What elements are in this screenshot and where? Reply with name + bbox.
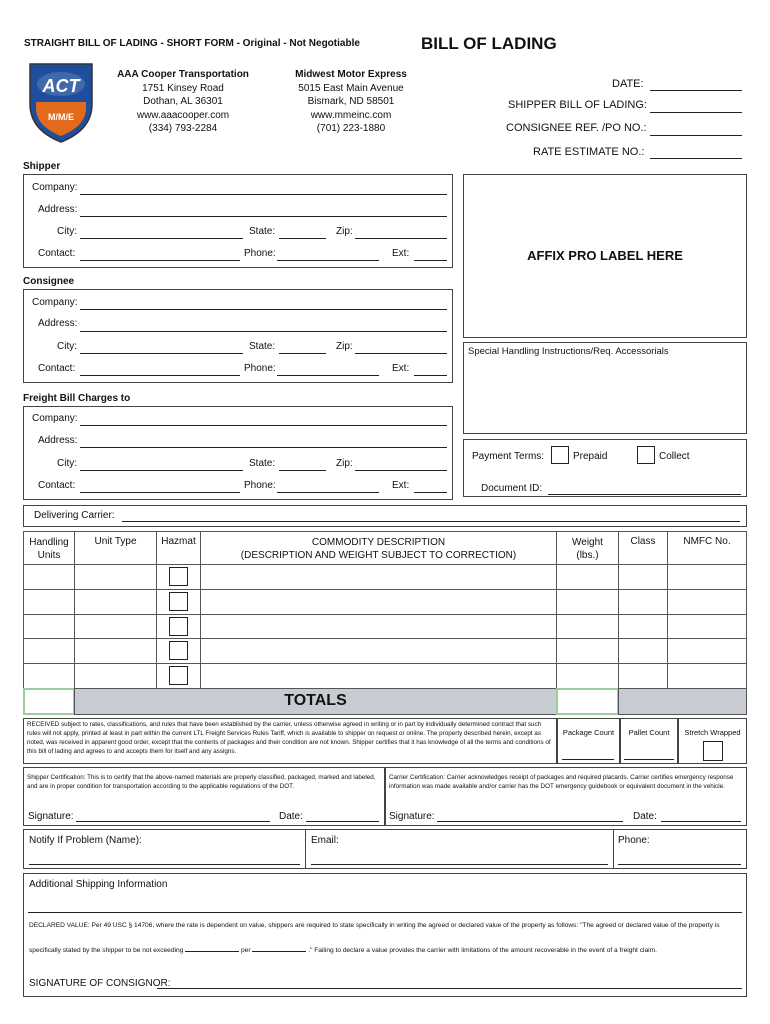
shipper-phone-field[interactable] bbox=[277, 260, 379, 261]
freight-state-label: State: bbox=[249, 458, 276, 469]
freight-ext-field[interactable] bbox=[414, 492, 447, 493]
freight-city-label: City: bbox=[57, 458, 77, 469]
shipper-state-field[interactable] bbox=[279, 238, 326, 239]
carrier-phone: (701) 223-1880 bbox=[316, 123, 386, 134]
delivering-carrier-box bbox=[23, 505, 747, 527]
shipper-city-field[interactable] bbox=[80, 238, 243, 239]
shipper-zip-field[interactable] bbox=[355, 238, 447, 239]
shipper-heading: Shipper bbox=[23, 161, 61, 172]
consignee-contact-field[interactable] bbox=[80, 375, 240, 376]
unit-type-text: Unit Type bbox=[94, 536, 137, 547]
handling-units-cell[interactable] bbox=[23, 663, 75, 689]
class-cell[interactable] bbox=[618, 663, 668, 689]
consignee-zip-label: Zip: bbox=[336, 341, 353, 352]
commodity-header bbox=[200, 531, 557, 565]
form-type: STRAIGHT BILL OF LADING - SHORT FORM - Original - Not Negotiable bbox=[24, 38, 360, 49]
total-handling-units[interactable] bbox=[23, 688, 75, 715]
unit-type-cell[interactable] bbox=[74, 589, 157, 615]
weight-title: Weight bbox=[572, 537, 603, 548]
delivering-carrier-field[interactable] bbox=[122, 521, 740, 522]
totals-cell bbox=[74, 688, 557, 715]
commodity-subtitle: (DESCRIPTION AND WEIGHT SUBJECT TO CORRECTION) bbox=[240, 550, 517, 561]
shipper-ext-label: Ext: bbox=[392, 248, 410, 259]
carrier-signature-label: Signature: bbox=[389, 811, 435, 822]
carrier-street: 1751 Kinsey Road bbox=[142, 82, 224, 94]
freight-bill-box bbox=[23, 406, 453, 500]
nmfc-cell[interactable] bbox=[667, 663, 747, 689]
special-handling-label: Special Handling Instructions/Req. Accessorials bbox=[468, 346, 669, 357]
stretch-wrapped-checkbox[interactable] bbox=[703, 741, 723, 761]
shipper-box bbox=[23, 174, 453, 268]
carrier-web: www.aaacooper.com bbox=[136, 109, 230, 121]
package-count-box bbox=[557, 718, 620, 764]
received-text: RECEIVED subject to rates, classifications, and rules that have been established by the carrier, unless otherwise agreed in writing or in part by individually determined contract that such rules will not apply, printed at least in part within the current LTL Freight Services Rules Tariff, which is available to shipper on request or online. The property described herein, except as noted, was received in apparent good order, except that the contents of packages and their condition are not known. Shipper certifies that it has knowledge of all the terms and conditions of this bill of lading and agrees to and accepts them for itself and any assigns. bbox=[27, 721, 551, 755]
weight-cell[interactable] bbox=[556, 638, 619, 664]
hazmat-text: Hazmat bbox=[161, 536, 196, 547]
shipper-bol-label: SHIPPER BILL OF LADING: bbox=[508, 99, 647, 111]
weight-text bbox=[557, 536, 618, 562]
unit-type-cell[interactable] bbox=[74, 564, 157, 590]
rate-estimate-field[interactable] bbox=[650, 158, 742, 159]
class-text: Class bbox=[630, 536, 656, 547]
weight-cell[interactable] bbox=[556, 589, 619, 615]
nmfc-header bbox=[667, 531, 747, 565]
declared-amount-field[interactable] bbox=[185, 951, 239, 952]
carrier-city: Dothan, AL 36301 bbox=[143, 96, 223, 107]
consignee-address-label: Address: bbox=[38, 318, 78, 329]
shipper-address-field[interactable] bbox=[80, 216, 447, 217]
unit-type-cell[interactable] bbox=[74, 663, 157, 689]
shipper-cert-text: Shipper Certification: This is to certify that the above-named materials are properly classified, packaged, marked and labeled, and are in proper condition for transportation according to the applicable regulations of the DOT. bbox=[27, 774, 376, 790]
consignor-signature-field[interactable] bbox=[157, 988, 742, 989]
handling-units-header bbox=[23, 531, 75, 565]
email-label: Email: bbox=[311, 835, 339, 846]
nmfc-text: NMFC No. bbox=[683, 536, 731, 547]
document-id-label: Document ID: bbox=[481, 483, 543, 494]
freight-bill-heading: Freight Bill Charges to bbox=[23, 393, 131, 404]
shipper-contact-label: Contact: bbox=[38, 248, 76, 259]
handling-units-text: Handling Units bbox=[29, 537, 69, 561]
freight-address-label: Address: bbox=[38, 435, 78, 446]
nmfc-cell[interactable] bbox=[667, 564, 747, 590]
company-logo bbox=[24, 58, 98, 144]
hazmat-checkbox[interactable] bbox=[169, 567, 188, 586]
carrier-mme bbox=[276, 68, 426, 136]
declared-value-text: DECLARED VALUE: Per 49 USC § 14706, where the rate is dependent on value, shippers are required to state specifically in writing the agreed or declared value of the property as follows: "The agreed or declared value of the property is bbox=[29, 922, 720, 929]
nmfc-cell[interactable] bbox=[667, 638, 747, 664]
consignee-phone-label: Phone: bbox=[244, 363, 276, 374]
prepaid-label: Prepaid bbox=[573, 451, 608, 462]
handling-units-cell[interactable] bbox=[23, 589, 75, 615]
prepaid-checkbox[interactable] bbox=[551, 446, 569, 464]
stretch-wrapped-label: Stretch Wrapped bbox=[684, 728, 741, 737]
consignee-ref-field[interactable] bbox=[650, 135, 742, 136]
consignee-ext-field[interactable] bbox=[414, 375, 447, 376]
consignee-state-field[interactable] bbox=[279, 353, 326, 354]
carrier-name: AAA Cooper Transportation bbox=[117, 69, 249, 80]
freight-ext-label: Ext: bbox=[392, 480, 410, 491]
handling-units-cell[interactable] bbox=[23, 564, 75, 590]
carrier-cert-text: Carrier Certification: Carrier acknowledges receipt of packages and required placards. Carrier certifies emergency response information was made available and/or carrier has the DOT emergency guidebook or equivalent document in the vehicle. bbox=[389, 774, 734, 790]
freight-zip-label: Zip: bbox=[336, 458, 353, 469]
freight-company-field[interactable] bbox=[80, 425, 447, 426]
commodity-cell[interactable] bbox=[200, 663, 557, 689]
shipper-city-label: City: bbox=[57, 226, 77, 237]
declared-limit: ." Failing to declare a value provides the carrier with limitations of the amount recoverable in the event of a freight claim. bbox=[308, 947, 657, 954]
hazmat-checkbox[interactable] bbox=[169, 666, 188, 685]
rate-estimate-label: RATE ESTIMATE NO.: bbox=[533, 146, 645, 158]
email-field[interactable] bbox=[311, 864, 608, 865]
hazmat-checkbox[interactable] bbox=[169, 641, 188, 660]
svg-text:M/M/E: M/M/E bbox=[48, 112, 74, 122]
carrier-date-field[interactable] bbox=[661, 821, 741, 822]
consignee-state-label: State: bbox=[249, 341, 276, 352]
class-cell[interactable] bbox=[618, 638, 668, 664]
notify-label: Notify If Problem (Name): bbox=[29, 835, 142, 846]
phone-label: Phone: bbox=[618, 835, 650, 846]
handling-units-cell[interactable] bbox=[23, 614, 75, 640]
carrier-signature-field[interactable] bbox=[437, 821, 623, 822]
hazmat-checkbox[interactable] bbox=[169, 617, 188, 636]
shipper-ext-field[interactable] bbox=[414, 260, 447, 261]
commodity-cell[interactable] bbox=[200, 564, 557, 590]
additional-info-label: Additional Shipping Information bbox=[29, 879, 168, 890]
consignee-company-label: Company: bbox=[32, 297, 78, 308]
notify-field[interactable] bbox=[29, 864, 300, 865]
shipper-date-field[interactable] bbox=[306, 821, 379, 822]
carrier-name: Midwest Motor Express bbox=[295, 69, 407, 80]
handling-units-cell[interactable] bbox=[23, 638, 75, 664]
carrier-phone: (334) 793-2284 bbox=[148, 123, 218, 134]
consignee-ref-label: CONSIGNEE REF. /PO NO.: bbox=[506, 122, 647, 134]
freight-city-field[interactable] bbox=[80, 470, 243, 471]
consignee-heading: Consignee bbox=[23, 276, 75, 287]
pro-label-text: AFFIX PRO LABEL HERE bbox=[527, 248, 683, 263]
declared-per: per bbox=[241, 947, 251, 954]
declared-value-text-2 bbox=[29, 947, 657, 954]
package-count-label: Package Count bbox=[562, 728, 615, 737]
consignee-address-field[interactable] bbox=[80, 331, 447, 332]
consignee-city-label: City: bbox=[57, 341, 77, 352]
freight-contact-label: Contact: bbox=[38, 480, 76, 491]
hazmat-header bbox=[156, 531, 201, 565]
phone-field[interactable] bbox=[618, 864, 741, 865]
commodity-cell[interactable] bbox=[200, 614, 557, 640]
package-count-field[interactable] bbox=[562, 759, 614, 760]
commodity-cell[interactable] bbox=[200, 589, 557, 615]
totals-label: TOTALS bbox=[284, 692, 347, 709]
email-box bbox=[305, 829, 614, 869]
collect-checkbox[interactable] bbox=[637, 446, 655, 464]
collect-label: Collect bbox=[659, 451, 690, 462]
class-header bbox=[618, 531, 668, 565]
date-field[interactable] bbox=[650, 90, 742, 91]
shipper-address-label: Address: bbox=[38, 204, 78, 215]
shipper-phone-label: Phone: bbox=[244, 248, 276, 259]
commodity-title: COMMODITY DESCRIPTION bbox=[311, 537, 446, 548]
commodity-text bbox=[201, 536, 556, 562]
weight-header bbox=[556, 531, 619, 565]
class-cell[interactable] bbox=[618, 589, 668, 615]
consignee-city-field[interactable] bbox=[80, 353, 243, 354]
pallet-count-label: Pallet Count bbox=[628, 728, 670, 737]
freight-phone-label: Phone: bbox=[244, 480, 276, 491]
freight-phone-field[interactable] bbox=[277, 492, 379, 493]
shipper-date-label: Date: bbox=[279, 811, 303, 822]
class-cell[interactable] bbox=[618, 564, 668, 590]
consignee-phone-field[interactable] bbox=[277, 375, 379, 376]
carrier-aaa bbox=[108, 68, 258, 136]
pallet-count-field[interactable] bbox=[624, 759, 674, 760]
shipper-signature-field[interactable] bbox=[76, 821, 270, 822]
payment-terms-label: Payment Terms: bbox=[472, 451, 545, 462]
hazmat-checkbox[interactable] bbox=[169, 592, 188, 611]
consignee-company-field[interactable] bbox=[80, 309, 447, 310]
declared-stated: specifically stated by the shipper to be not exceeding bbox=[29, 947, 184, 954]
carrier-web: www.mmeinc.com bbox=[310, 109, 392, 121]
declared-unit-field[interactable] bbox=[252, 951, 306, 952]
weight-cell[interactable] bbox=[556, 663, 619, 689]
unit-type-cell[interactable] bbox=[74, 638, 157, 664]
consignee-ext-label: Ext: bbox=[392, 363, 410, 374]
shipper-state-label: State: bbox=[249, 226, 276, 237]
pallet-count-box bbox=[620, 718, 678, 764]
nmfc-cell[interactable] bbox=[667, 614, 747, 640]
document-id-field[interactable] bbox=[548, 494, 741, 495]
unit-type-cell[interactable] bbox=[74, 614, 157, 640]
delivering-carrier-label: Delivering Carrier: bbox=[34, 510, 115, 521]
page-title: BILL OF LADING bbox=[421, 34, 557, 53]
carrier-street: 5015 East Main Avenue bbox=[298, 82, 404, 94]
carrier-city: Bismark, ND 58501 bbox=[307, 96, 395, 107]
freight-company-label: Company: bbox=[32, 413, 78, 424]
carrier-date-label: Date: bbox=[633, 811, 657, 822]
freight-state-field[interactable] bbox=[279, 470, 326, 471]
commodity-cell[interactable] bbox=[200, 638, 557, 664]
weight-unit: (lbs.) bbox=[576, 550, 599, 561]
consignee-zip-field[interactable] bbox=[355, 353, 447, 354]
consignee-contact-label: Contact: bbox=[38, 363, 76, 374]
additional-info-field[interactable] bbox=[28, 912, 742, 913]
freight-zip-field[interactable] bbox=[355, 470, 447, 471]
shipper-bol-field[interactable] bbox=[650, 112, 742, 113]
freight-contact-field[interactable] bbox=[80, 492, 240, 493]
consignee-box bbox=[23, 289, 453, 383]
shipper-zip-label: Zip: bbox=[336, 226, 353, 237]
total-weight[interactable] bbox=[556, 688, 619, 715]
unit-type-header bbox=[74, 531, 157, 565]
totals-blank bbox=[618, 688, 747, 715]
svg-text:ACT: ACT bbox=[42, 76, 80, 96]
shipper-company-label: Company: bbox=[32, 182, 78, 193]
shipper-signature-label: Signature: bbox=[28, 811, 74, 822]
weight-cell[interactable] bbox=[556, 564, 619, 590]
date-label: DATE: bbox=[612, 78, 644, 90]
class-cell[interactable] bbox=[618, 614, 668, 640]
weight-cell[interactable] bbox=[556, 614, 619, 640]
shipper-company-field[interactable] bbox=[80, 194, 447, 195]
consignor-signature-label: SIGNATURE OF CONSIGNOR: bbox=[29, 978, 171, 989]
freight-address-field[interactable] bbox=[80, 447, 447, 448]
nmfc-cell[interactable] bbox=[667, 589, 747, 615]
shipper-contact-field[interactable] bbox=[80, 260, 240, 261]
